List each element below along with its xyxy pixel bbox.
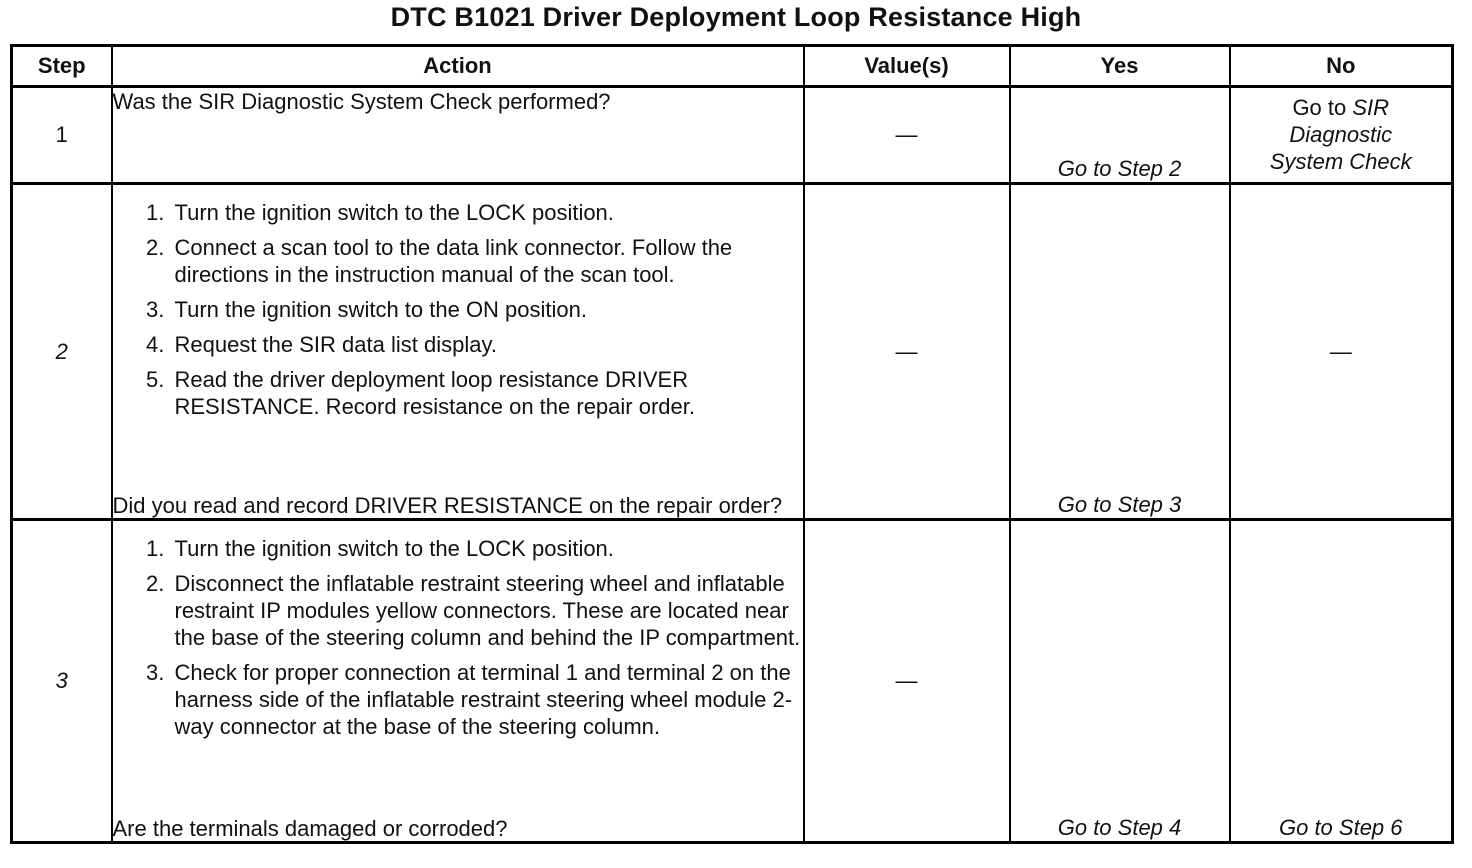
action-step: 4. Request the SIR data list display.	[171, 331, 803, 358]
value-cell: —	[804, 520, 1010, 843]
column-header-step: Step	[12, 46, 112, 87]
no-cell: —	[1230, 184, 1453, 520]
value-cell: —	[804, 87, 1010, 184]
column-header-yes: Yes	[1010, 46, 1230, 87]
action-step: 1. Turn the ignition switch to the LOCK position.	[171, 199, 803, 226]
value-cell: —	[804, 184, 1010, 520]
step-number: 3	[12, 520, 112, 843]
no-link[interactable]	[1230, 87, 1453, 184]
action-step: 3. Check for proper connection at terminal 1 and terminal 2 on the harness side of the inflatable restraint steering wheel module 2-way connector at the base of the steering column.	[171, 659, 803, 740]
page-title: DTC B1021 Driver Deployment Loop Resistance High	[390, 2, 1082, 32]
yes-link[interactable]: Go to Step 4	[1010, 520, 1230, 843]
action-steps-list	[113, 199, 803, 420]
yes-link[interactable]: Go to Step 3	[1010, 184, 1230, 520]
yes-link[interactable]: Go to Step 2	[1010, 87, 1230, 184]
action-step: 5. Read the driver deployment loop resistance DRIVER RESISTANCE. Record resistance on the repair order.	[171, 366, 803, 420]
action-steps-list	[113, 535, 803, 740]
no-link-prefix: Go to	[1292, 95, 1347, 120]
action-cell	[112, 184, 804, 520]
no-link-diagnostic: Diagnostic	[1289, 122, 1393, 147]
action-question: Are the terminals damaged or corroded?	[112, 816, 508, 841]
diagnostic-table	[10, 44, 1454, 844]
header-row	[12, 46, 1453, 87]
no-link-sir: SIR	[1352, 95, 1390, 120]
column-header-no: No	[1230, 46, 1453, 87]
step-number: 2	[12, 184, 112, 520]
action-cell	[112, 520, 804, 843]
action-step: 1. Turn the ignition switch to the LOCK position.	[171, 535, 803, 562]
no-link-system-check: System Check	[1269, 149, 1412, 174]
action-cell	[112, 87, 804, 184]
table-row	[12, 520, 1453, 843]
table-row	[12, 87, 1453, 184]
column-header-action: Action	[112, 46, 804, 87]
action-step: 2. Disconnect the inflatable restraint steering wheel and inflatable restraint IP modules yellow connectors. These are located near the base of the steering column and behind the IP compartment.	[171, 570, 803, 651]
action-question: Was the SIR Diagnostic System Check performed?	[112, 89, 611, 114]
action-step: 2. Connect a scan tool to the data link connector. Follow the directions in the instruction manual of the scan tool.	[171, 234, 803, 288]
step-number: 1	[12, 87, 112, 184]
action-question: Did you read and record DRIVER RESISTANCE on the repair order?	[112, 493, 783, 518]
no-link[interactable]: Go to Step 6	[1230, 520, 1453, 843]
action-step: 3. Turn the ignition switch to the ON position.	[171, 296, 803, 323]
column-header-values: Value(s)	[804, 46, 1010, 87]
table-row	[12, 184, 1453, 520]
